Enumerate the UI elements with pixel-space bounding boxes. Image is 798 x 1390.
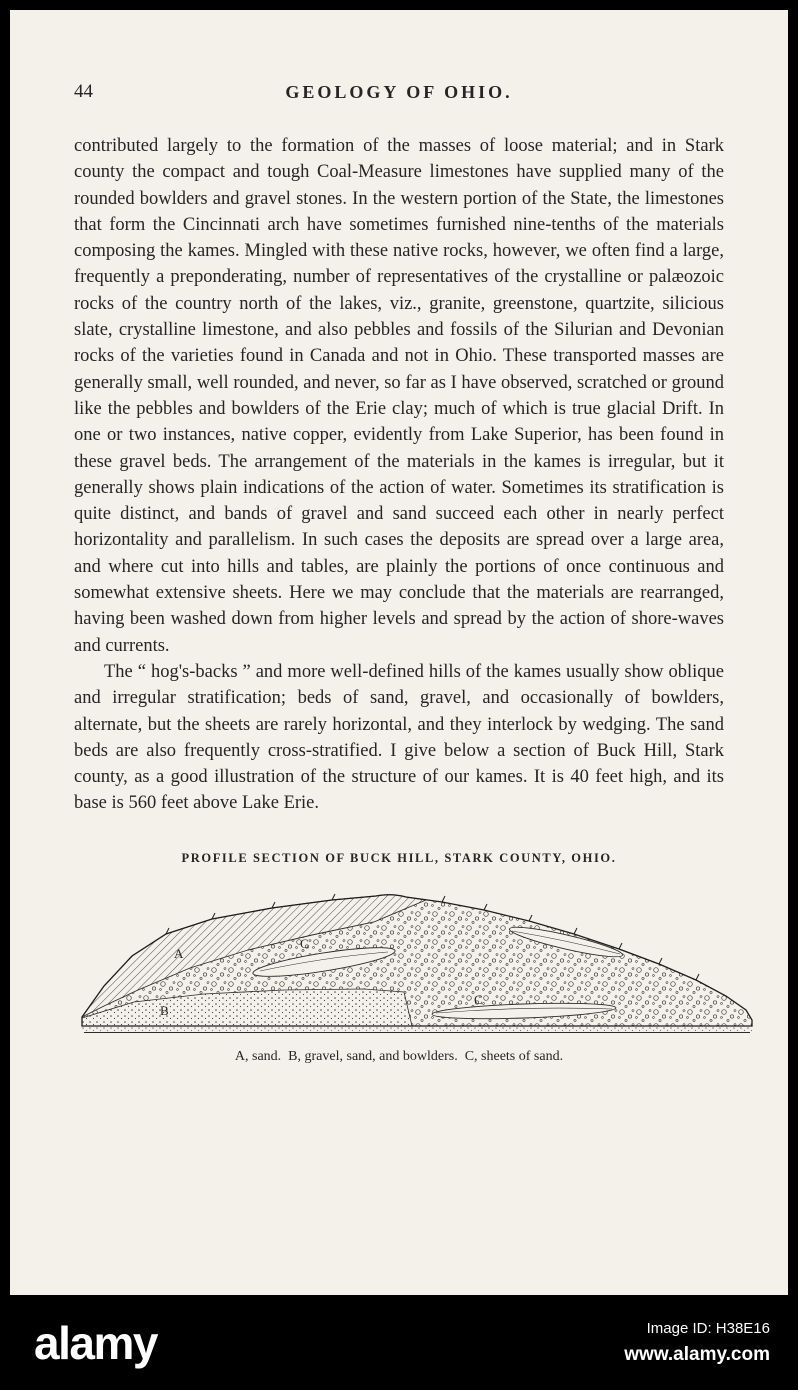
body-paragraph-2: The “ hog's-backs ” and more well-defined hills of the kames usually show oblique and irregular stratification; beds of sand, gravel, and occasionally of bowlders, alternate, but the sheets are rarely horizontal, and they interlock by wedging. The sand beds are also frequently cross-stratified. I give below a section of Buck Hill, Stark county, as a good illustration of the structure of our kames. It is 40 feet high, and its base is 560 feet above Lake Erie. <box>74 661 724 814</box>
figure-label-c1: C <box>300 935 309 951</box>
figure-label-c2: C <box>474 991 483 1007</box>
running-title: GEOLOGY OF OHIO. <box>285 82 513 102</box>
buck-hill-profile-illustration <box>74 882 764 1040</box>
alamy-url-text: www.alamy.com <box>624 1343 770 1365</box>
watermark-info <box>624 1320 770 1366</box>
page-header <box>74 82 724 103</box>
figure-caption: A, sand. B, gravel, sand, and bowlders. C, sheets of sand. <box>234 1048 564 1064</box>
figure-block <box>74 851 724 1065</box>
page-content <box>10 10 788 1065</box>
base-band <box>82 1026 752 1032</box>
image-id-text: Image ID: H38E16 <box>646 1319 770 1337</box>
alamy-logo: alamy <box>34 1316 157 1369</box>
watermark-bar <box>0 1295 798 1390</box>
figure-title: PROFILE SECTION OF BUCK HILL, STARK COUNTY, OHIO. <box>181 850 617 865</box>
figure-label-a: A <box>174 945 184 961</box>
figure-label-b: B <box>160 1002 169 1018</box>
body-paragraph-1: contributed largely to the formation of the masses of loose material; and in Stark county the compact and tough Coal-Measure limestones have supplied many of the rounded bowlders and gravel stones. In the western portion of the State, the limestones that form the Cincinnati arch have sometimes furnished nine-tenths of the materials composing the kames. Mingled with these native rocks, however, we often find a large, frequently a preponderating, number of representatives of the crystalline or palæozoic rocks of the country north of the lakes, viz., granite, greenstone, quartzite, silicious slate, crystalline limestone, and also pebbles and fossils of the Silurian and Devonian rocks of the varieties found in Canada and not in Ohio. These transported masses are generally small, well rounded, and never, so far as I have observed, scratched or ground like the pebbles and bowlders of the Erie clay; much of which is true glacial Drift. In one or two instances, native copper, evidently from Lake Superior, has been found in these gravel beds. The arrangement of the materials in the kames is irregular, but it generally shows plain indications of the action of water. Sometimes its stratification is quite distinct, and bands of gravel and sand succeed each other in nearly perfect horizontality and parallelism. In such cases the deposits are spread over a large area, and where cut into hills and tables, are plainly the portions of once continuous and somewhat extensive sheets. Here we may conclude that the materials are rearranged, having been washed down from higher levels and spread by the action of shore-waves and currents. <box>74 136 724 656</box>
page-number: 44 <box>74 81 93 102</box>
book-page <box>10 10 788 1295</box>
